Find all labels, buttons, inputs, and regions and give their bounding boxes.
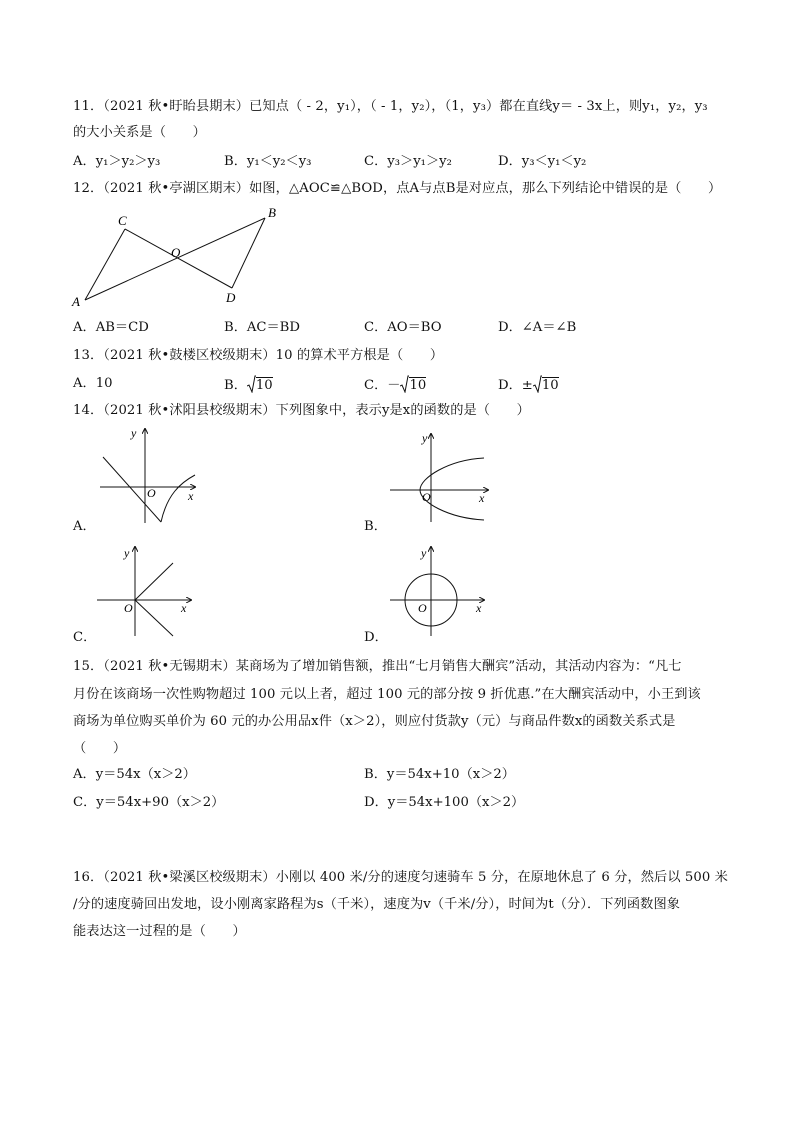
- q13-option-a[interactable]: A．10: [73, 376, 113, 391]
- q13-stem: 13．（2021 秋•鼓楼区校级期末）10 的算术平方根是（ ）: [73, 348, 444, 363]
- q15-stem-line3: 商场为单位购买单价为 60 元的办公用品x件（x＞2），则应付货款y（元）与商品件数x的函数关系式是: [73, 714, 676, 729]
- q12-option-a[interactable]: A．AB＝CD: [73, 320, 149, 335]
- q11-option-d[interactable]: D．y₃＜y₁＜y₂: [498, 154, 587, 169]
- q13-option-c[interactable]: [364, 375, 426, 395]
- x-axis-label: x: [479, 491, 485, 505]
- q15-option-c[interactable]: C．y＝54x+90（x＞2）: [73, 795, 225, 810]
- q13-option-d-label: D．±: [498, 378, 533, 393]
- q11-option-c[interactable]: C．y₃＞y₁＞y₂: [364, 154, 452, 169]
- q12-option-d[interactable]: D．∠A＝∠B: [498, 320, 577, 335]
- y-axis-label: y: [124, 546, 130, 560]
- q11-stem-line1: 11．（2021 秋•盱眙县期末）已知点（ - 2，y₁），（ - 1，y₂），（1，y₃）都在直线y＝ - 3x上，则y₁，y₂，y₃: [73, 99, 708, 114]
- label-c: C: [118, 213, 127, 228]
- segment-ac: [85, 229, 125, 300]
- x-axis-label: x: [188, 489, 194, 503]
- y-axis-label: y: [422, 431, 428, 445]
- q12-triangle-figure: [70, 203, 285, 308]
- q14-option-b[interactable]: B．: [364, 519, 387, 534]
- q11-stem-line2: 的大小关系是（ ）: [73, 125, 206, 140]
- q14-option-d[interactable]: D．: [364, 630, 388, 645]
- q13-option-d[interactable]: [498, 375, 559, 395]
- y-axis-label: y: [421, 546, 427, 560]
- q15-option-a[interactable]: A．y＝54x（x＞2）: [73, 767, 196, 782]
- q13-option-b-radicand: 10: [255, 378, 273, 393]
- q14-graph-a: [95, 425, 205, 525]
- radical-sign-icon: [247, 375, 256, 393]
- q16-stem-line3: 能表达这一过程的是（ ）: [73, 924, 246, 939]
- q12-stem: 12．（2021 秋•亭湖区期末）如图，△AOC≌△BOD，点A与点B是对应点，那么下列结论中错误的是（ ）: [73, 181, 722, 196]
- q14-graph-b: [388, 430, 498, 525]
- q13-option-d-radicand: 10: [541, 378, 559, 393]
- q15-option-b[interactable]: B．y＝54x+10（x＞2）: [364, 767, 515, 782]
- q13-option-b-label: B．: [224, 378, 247, 393]
- q14-stem: 14．（2021 秋•沭阳县校级期末）下列图象中，表示y是x的函数的是（ ）: [73, 403, 530, 418]
- q12-option-b[interactable]: B．AC＝BD: [224, 320, 300, 335]
- label-d: D: [226, 290, 236, 305]
- x-axis-label: x: [476, 601, 482, 615]
- q15-stem-line2: 月份在该商场一次性购物超过 100 元以上者，超过 100 元的部分按 9 折优惠.”在大酬宾活动中，小王到该: [73, 687, 701, 702]
- q16-stem-line1: 16．（2021 秋•梁溪区校级期末）小刚以 400 米/分的速度匀速骑车 5 分，在原地休息了 6 分，然后以 500 米: [73, 870, 728, 885]
- q16-stem-line2: /分的速度骑回出发地，设小刚离家路程为s（千米），速度为v（千米/分），时间为t（分）．下列函数图象: [73, 897, 681, 912]
- label-o: O: [171, 245, 181, 260]
- label-b: B: [268, 205, 276, 220]
- q14-option-c[interactable]: C．: [73, 630, 97, 645]
- q11-option-a[interactable]: A．y₁＞y₂＞y₃: [73, 154, 161, 169]
- q12-option-c[interactable]: C．AO＝BO: [364, 320, 442, 335]
- q13-option-c-label: C．－: [364, 378, 401, 393]
- label-a: A: [72, 294, 80, 308]
- origin-label: O: [418, 601, 427, 615]
- origin-label: O: [124, 601, 133, 615]
- q11-option-b[interactable]: B．y₁＜y₂＜y₃: [224, 154, 312, 169]
- q14-graph-c: [95, 543, 200, 638]
- radical-sign-icon: [533, 375, 542, 393]
- x-axis-label: x: [181, 601, 187, 615]
- q13-option-b[interactable]: [224, 375, 273, 395]
- y-axis-label: y: [131, 426, 137, 440]
- origin-label: O: [422, 490, 431, 504]
- q13-option-c-radicand: 10: [409, 378, 427, 393]
- q14-option-a[interactable]: A．: [73, 519, 96, 534]
- origin-label: O: [147, 486, 156, 500]
- q14-graph-d: [388, 543, 493, 638]
- q15-stem-line1: 15．（2021 秋•无锡期末）某商场为了增加销售额，推出“七月销售大酬宾”活动，其活动内容为：“凡七: [73, 659, 682, 674]
- q15-stem-line4: （ ）: [73, 741, 127, 756]
- segment-db: [232, 218, 265, 288]
- q15-option-d[interactable]: D．y＝54x+100（x＞2）: [364, 795, 525, 810]
